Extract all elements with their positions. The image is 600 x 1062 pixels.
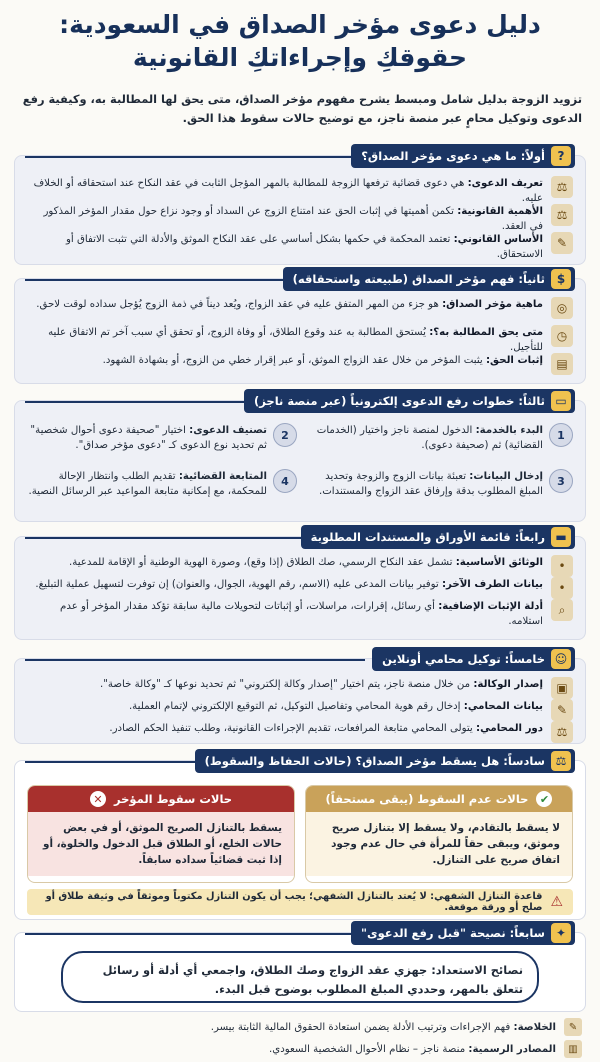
pen-icon: ✎ [551, 699, 573, 721]
advice-bubble: نصائح الاستعداد: جهزي عقد الزواج وصك الطلاق، واجمعي أي أدلة أو رسائل تتعلق بالمهر، وحددي المبلغ المطلوب بوضوح قبل البدء. [61, 951, 539, 1003]
section-heading: ⚖ سادساً: هل يسقط مؤخر الصداق؟ (حالات الحفاظ والسقوط) [195, 749, 575, 773]
laptop-icon: ▭ [551, 391, 571, 411]
section-heading: ▭ ثالثاً: خطوات رفع الدعوى إلكترونياً (عبر منصة ناجز) [244, 389, 575, 413]
warning-box: ⚠ قاعدة التنازل الشفهي: لا يُعتد بالتنازل الشفهي؛ يجب أن يكون التنازل مكتوباً وموثقاً في وثيقة طلاق أو صلح أو ورقة موقعة. [27, 889, 573, 915]
step-number: 2 [273, 423, 297, 447]
document-pen-icon: ✎ [551, 232, 573, 254]
section-advice [14, 926, 586, 1012]
list-item: ⚖ دور المحامي: يتولى المحامي متابعة المرافعات، تقديم الإجراءات القانونية، وطلب تنفيذ الحكم الصادر. [27, 721, 573, 743]
gavel-icon: ⚖ [551, 176, 573, 198]
scales-icon: ⚖ [551, 751, 571, 771]
list-item: ⌕ أدلة الإثبات الإضافية: أي رسائل، إقرارات، مراسلات، أو إثباتات لتحويلات مالية سابقة تؤكد مقدار المؤخر أو عدم استلامه. [27, 599, 573, 629]
step-item: 1 البدء بالخدمة: الدخول لمنصة ناجز واختيار (الخدمات القضائية) ثم (صحيفة دعوى). [303, 423, 573, 453]
bullet-icon: • [551, 577, 573, 599]
step-number: 4 [273, 469, 297, 493]
intro-text: تزويد الزوجة بدليل شامل ومبسط يشرح مفهوم مؤخر الصداق، متى يحق لها المطالبة به، وكيفية رفع الدعوى وتوكيل محامٍ عبر منصة ناجز، مع توضيح حالات سقوط هذا الحق. [22, 92, 582, 125]
money-bag-icon: $ [551, 269, 571, 289]
list-item: ⚖ تعريف الدعوى: هي دعوى قضائية ترفعها الزوجة للمطالبة بالمهر المؤجل الثابت في عقد النكاح عند استحقاقه أو الخلاف عليه. [27, 176, 573, 206]
lawyer-icon: ☺ [551, 649, 571, 669]
question-icon: ? [551, 146, 571, 166]
book-icon: ▥ [564, 1040, 582, 1058]
coins-icon: ◎ [551, 297, 573, 319]
list-item: ✎ بيانات المحامي: إدخال رقم هوية المحامي وتفاصيل التوكيل، ثم التوقيع الإلكتروني لإتمام العملية. [27, 699, 573, 721]
section-heading: ☺ خامساً: توكيل محامي أونلاين [372, 647, 575, 671]
card-not-forfeited: ✔ حالات عدم السقوط (يبقى مستحقاً) لا يسقط بالتقادم، ولا يسقط إلا بتنازل صريح وموثق، ويبقى حقاً للمرأة في حال عدم وجود اتفاق صريح على التنازل. [305, 785, 573, 883]
section-steps [14, 394, 586, 522]
step-item: 2 تصنيف الدعوى: اختيار "صحيفة دعوى أحوال شخصية" ثم تحديد نوع الدعوى كـ "دعوى مؤخر صداق". [27, 423, 297, 453]
section-forfeiture [14, 754, 586, 920]
id-card-icon: ▣ [551, 677, 573, 699]
list-item: ▤ إثبات الحق: يثبت المؤخر من خلال عقد الزواج الموثق، أو عبر إقرار خطي من الزوج، أو بشهادة الشهود. [27, 353, 573, 375]
list-item: ◷ متى يحق المطالبة به؟: يُستحق المطالبة به عند وقوع الطلاق، أو وفاة الزوج، أو تحقق أي سبب آخر تم الاتفاق عليه للتأجيل. [27, 325, 573, 355]
bullet-icon: • [551, 555, 573, 577]
list-item: • بيانات الطرف الآخر: توفير بيانات المدعى عليه (الاسم، رقم الهوية، الجوال، والعنوان) إن توفرت لتسهيل عملية التبليغ. [27, 577, 573, 599]
list-item: ◎ ماهية مؤخر الصداق: هو جزء من المهر المتفق عليه في عقد الزواج، ويُعد ديناً في ذمة الزوج يُؤجل سداده لوقت لاحق. [27, 297, 573, 319]
clock-icon: ◷ [551, 325, 573, 347]
certificate-icon: ▤ [551, 353, 573, 375]
card-forfeited: حالات سقوط المؤخر ✕ يسقط بالتنازل الصريح الموثق، أو في بعض حالات الخلع، أو الطلاق قبل الدخول والخلوة، أو إذا ثبت قضائياً سداده سابقاً. [27, 785, 295, 883]
footer-summary: ✎ الخلاصة: فهم الإجراءات وترتيب الأدلة يضمن استعادة الحقوق المالية الثابتة بيسر. [18, 1018, 582, 1036]
notes-icon: ✎ [564, 1018, 582, 1036]
list-item: ✎ الأساس القانوني: تعتمد المحكمة في حكمها بشكل أساسي على عقد النكاح الموثق والأدلة التي تثبت الاتفاق أو الاستحقاق. [27, 232, 573, 262]
lightbulb-icon: ✦ [551, 923, 571, 943]
section-documents [14, 530, 586, 640]
step-number: 1 [549, 423, 573, 447]
step-item: 3 إدخال البيانات: تعبئة بيانات الزوج والزوجة وتحديد المبلغ المطلوب بدقة وإرفاق عقد الزواج والمستندات. [303, 469, 573, 499]
warning-icon: ⚠ [550, 894, 563, 910]
gavel-icon: ⚖ [551, 721, 573, 743]
page-title [18, 8, 582, 74]
section-lawyer [14, 652, 586, 744]
step-item: 4 المتابعة القضائية: تقديم الطلب وانتظار الإحالة للمحكمة، مع إمكانية متابعة المواعيد عبر الرسائل النصية. [27, 469, 297, 499]
check-icon: ✔ [536, 791, 552, 807]
step-number: 3 [549, 469, 573, 493]
section-heading: ▬ رابعاً: قائمة الأوراق والمستندات المطلوبة [301, 525, 575, 549]
section-heading: $ ثانياً: فهم مؤخر الصداق (طبيعته واستحقاقه) [283, 267, 575, 291]
folder-icon: ▬ [551, 527, 571, 547]
title-line-2: حقوقكِ وإجراءاتكِ القانونية [132, 43, 468, 72]
search-doc-icon: ⌕ [551, 599, 573, 621]
scales-icon: ⚖ [551, 204, 573, 226]
list-item: ▣ إصدار الوكالة: من خلال منصة ناجز، يتم اختيار "إصدار وكالة إلكتروني" ثم تحديد نوعها كـ "وكالة خاصة". [27, 677, 573, 699]
list-item: ⚖ الأهمية القانونية: تكمن أهميتها في إثبات الحق عند امتناع الزوج عن السداد أو وجود نزاع حول مقدار المؤخر المذكور في العقد. [27, 204, 573, 234]
section-heading: ? أولاً: ما هي دعوى مؤخر الصداق؟ [351, 144, 575, 168]
section-definition [14, 149, 586, 265]
title-line-1: دليل دعوى مؤخر الصداق في السعودية: [59, 10, 541, 39]
close-icon: ✕ [90, 791, 106, 807]
section-heading: ✦ سابعاً: نصيحة "قبل رفع الدعوى" [351, 921, 575, 945]
list-item: • الوثائق الأساسية: تشمل عقد النكاح الرسمي، صك الطلاق (إذا وقع)، وصورة الهوية الوطنية أو الإقامة للمدعية. [27, 555, 573, 577]
footer-sources: ▥ المصادر الرسمية: منصة ناجز – نظام الأحوال الشخصية السعودي. [18, 1040, 582, 1058]
section-understanding [14, 272, 586, 384]
